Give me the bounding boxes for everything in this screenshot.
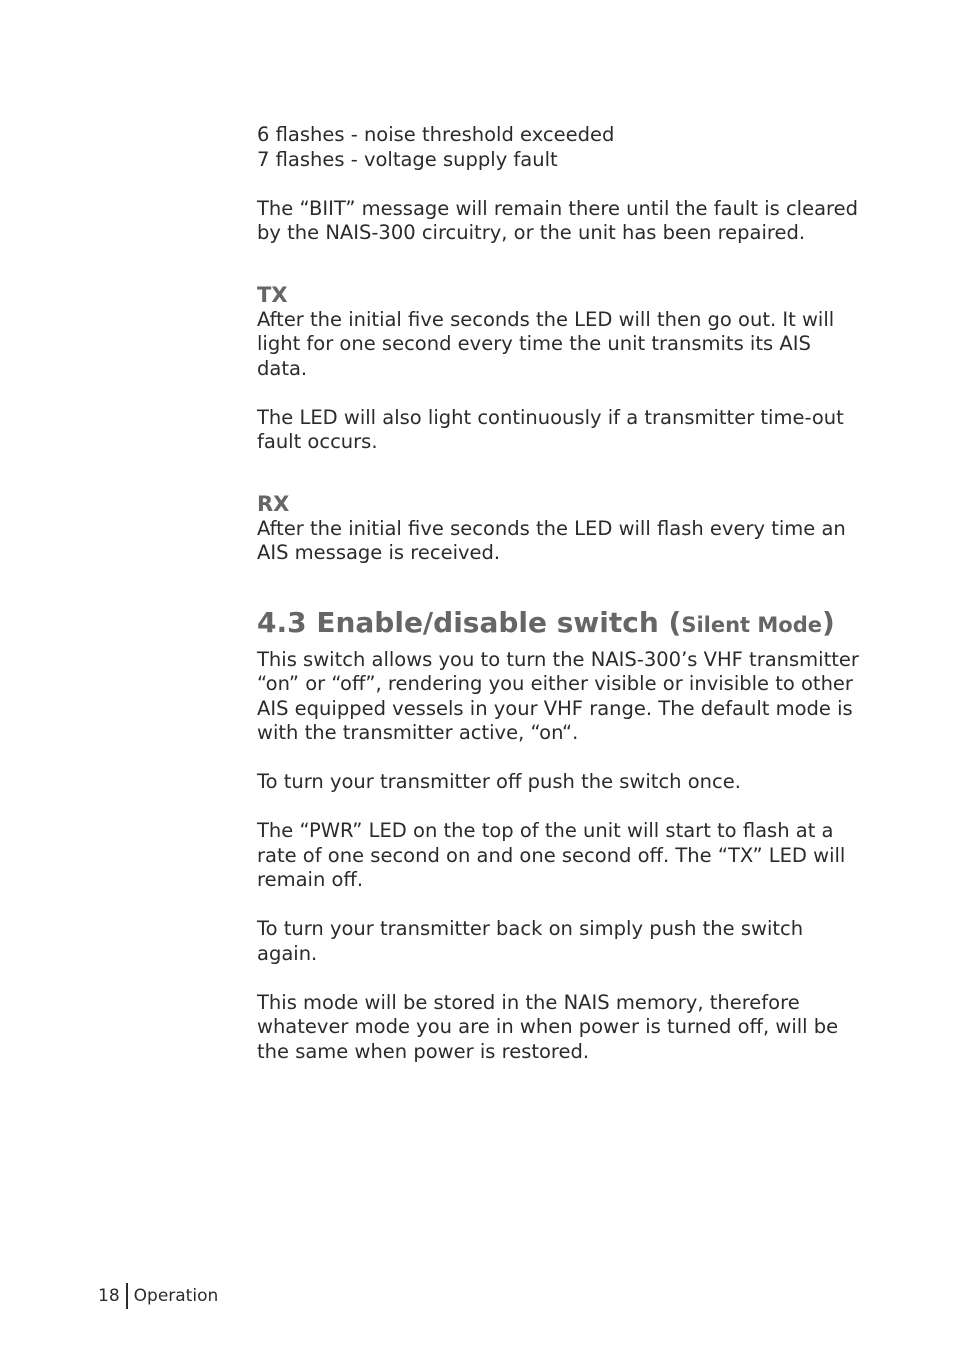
section-paragraph-2: To turn your transmitter off push the switch once.	[257, 770, 741, 793]
rx-heading: RX	[257, 491, 290, 516]
tx-paragraph-2: The LED will also light continuously if a transmitter time-out fault occurs.	[257, 405, 844, 453]
section-heading-main: 4.3 Enable/disable switch (	[257, 605, 682, 639]
section-heading-small: Silent Mode	[681, 612, 823, 637]
intro-line-2: 7 flashes - voltage supply fault	[257, 147, 558, 171]
page-footer	[98, 1283, 218, 1309]
intro-line-1: 6 flashes - noise threshold exceeded	[257, 123, 615, 146]
section-paragraph-3: The “PWR” LED on the top of the unit will start to flash at a rate of one second on and one second off. The “TX” LED will remain off.	[257, 819, 846, 891]
section-paragraph-4: To turn your transmitter back on simply push the switch again.	[257, 917, 804, 965]
footer-divider	[126, 1283, 128, 1309]
tx-heading: TX	[257, 282, 288, 307]
section-heading-close: )	[822, 605, 835, 639]
biit-paragraph: The “BIIT” message will remain there until the fault is cleared by the NAIS-300 circuitry, or the unit has been repaired.	[257, 196, 859, 244]
footer-section-name: Operation	[133, 1286, 219, 1306]
page-number: 18	[98, 1286, 120, 1306]
tx-paragraph-1: After the initial five seconds the LED will then go out. It will light for one second every time the unit transmits its AIS data.	[257, 307, 835, 380]
section-heading	[257, 606, 867, 642]
section-paragraph-1: This switch allows you to turn the NAIS-300’s VHF transmitter “on” or “off”, rendering you either visible or invisible to other AIS equipped vessels in your VHF range. The default mode is with the transmitter active, “on“.	[257, 647, 859, 744]
rx-paragraph-1: After the initial five seconds the LED will flash every time an AIS message is received.	[257, 516, 846, 564]
page-content	[257, 123, 867, 1064]
section-paragraph-5: This mode will be stored in the NAIS memory, therefore whatever mode you are in when power is turned off, will be the same when power is restored.	[257, 990, 839, 1063]
